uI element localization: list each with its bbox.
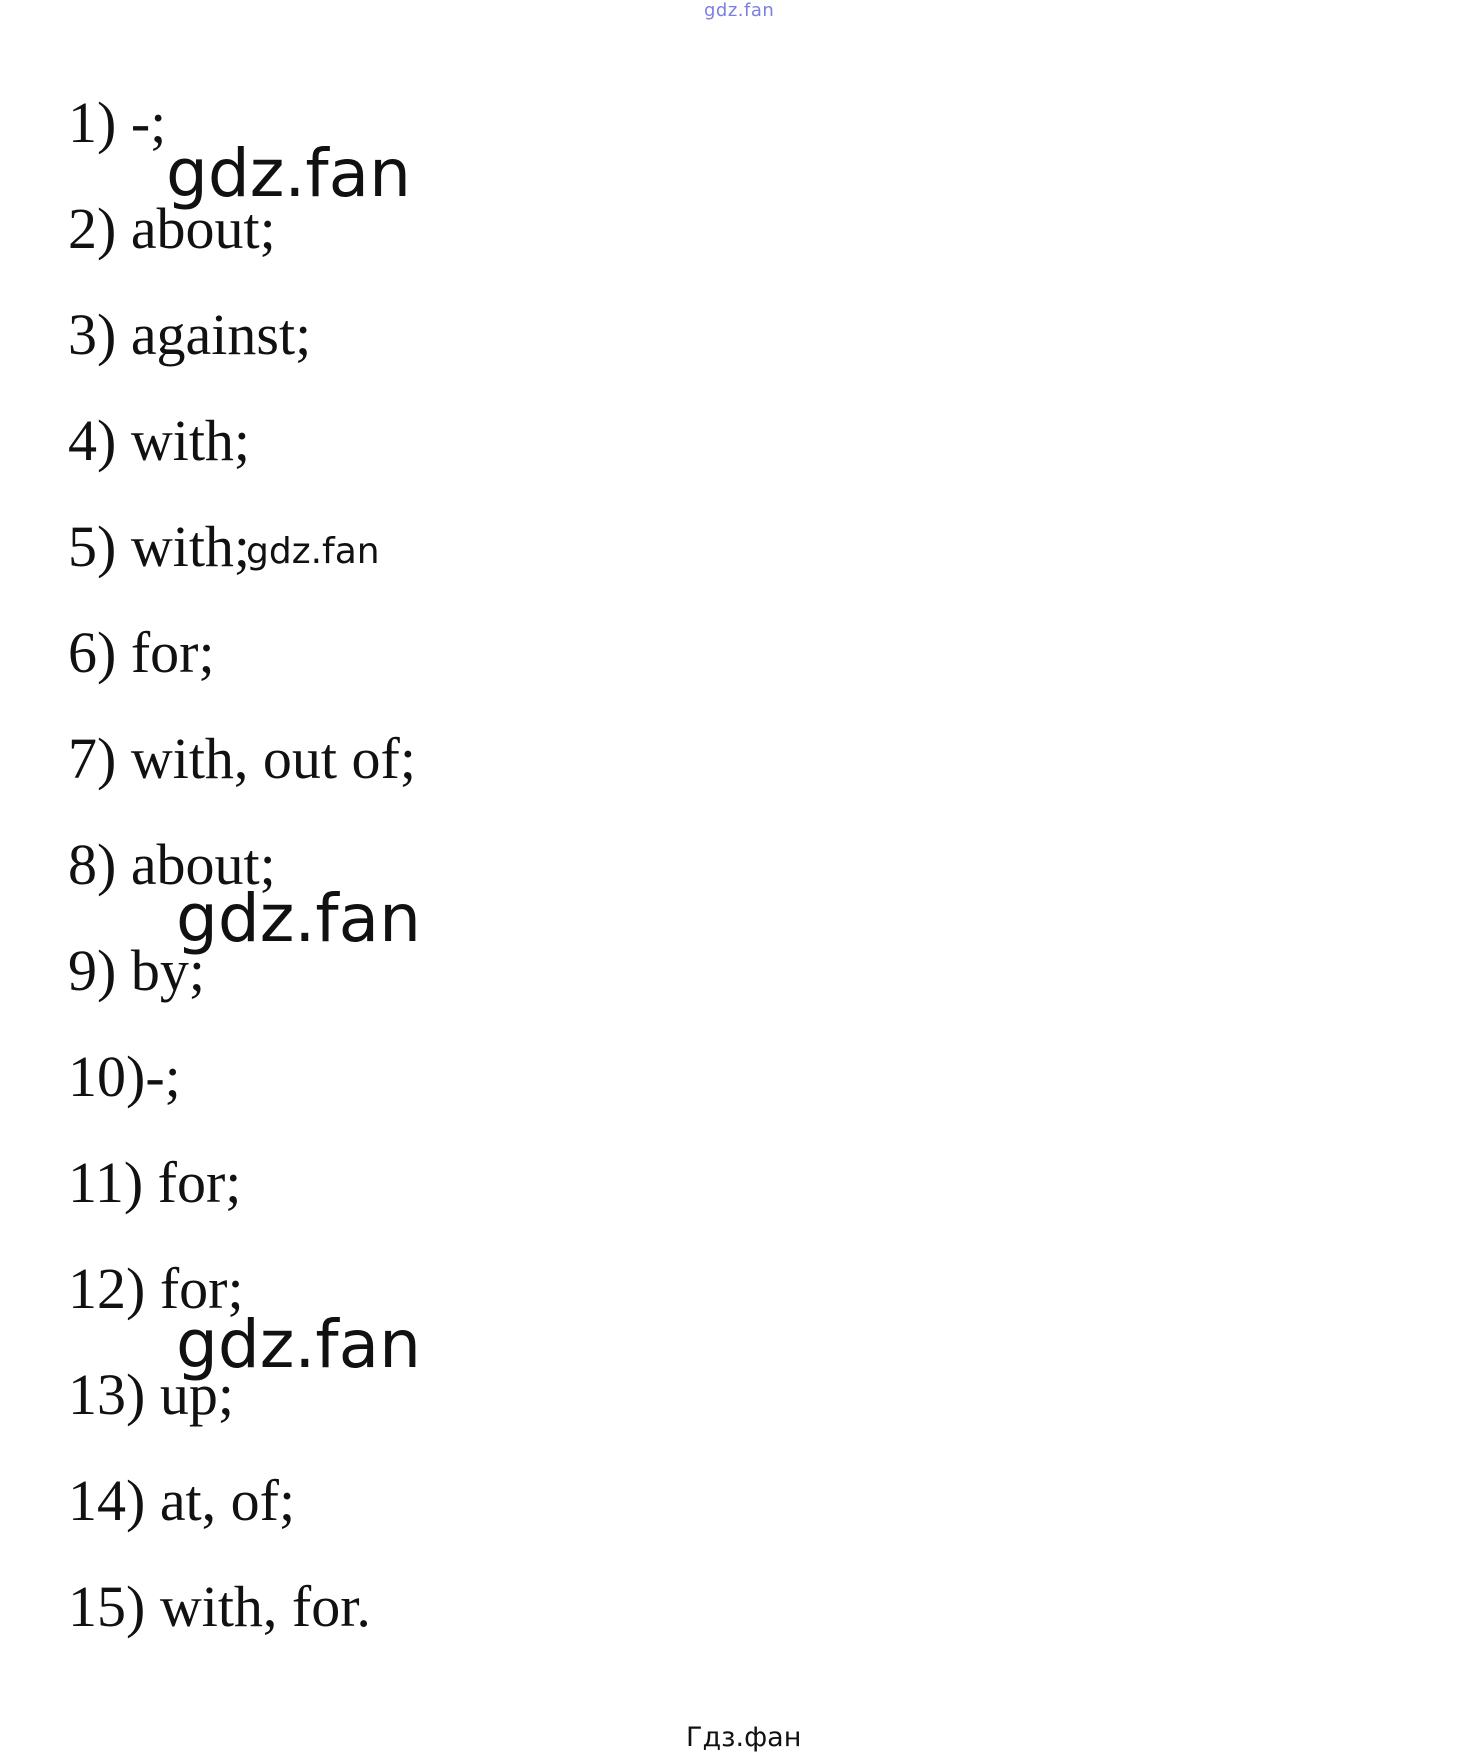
answer-line-9: 9) by; — [68, 938, 205, 1003]
answer-line-14: 14) at, of; — [68, 1468, 296, 1533]
answer-line-2: 2) about; — [68, 196, 276, 261]
footer-watermark: Гдз.фан — [686, 1722, 802, 1753]
answer-line-15: 15) with, for. — [68, 1574, 371, 1639]
answer-line-13: 13) up; — [68, 1362, 234, 1427]
answer-line-5: 5) with; — [68, 514, 251, 579]
answer-line-7: 7) with, out of; — [68, 726, 416, 791]
answer-line-11: 11) for; — [68, 1150, 242, 1215]
answer-line-4: 4) with; — [68, 408, 251, 473]
answer-line-10: 10)-; — [68, 1044, 181, 1109]
answer-line-1: 1) -; — [68, 90, 167, 155]
answer-line-8: 8) about; — [68, 832, 276, 897]
top-watermark: gdz.fan — [704, 0, 775, 21]
answer-line-3: 3) against; — [68, 302, 312, 367]
watermark-overlay: gdz.fan — [176, 1306, 421, 1383]
watermark-overlay: gdz.fan — [246, 531, 380, 572]
answer-line-12: 12) for; — [68, 1256, 244, 1321]
answer-line-6: 6) for; — [68, 620, 215, 685]
watermark-overlay: gdz.fan — [176, 880, 421, 957]
watermark-overlay: gdz.fan — [166, 135, 411, 212]
